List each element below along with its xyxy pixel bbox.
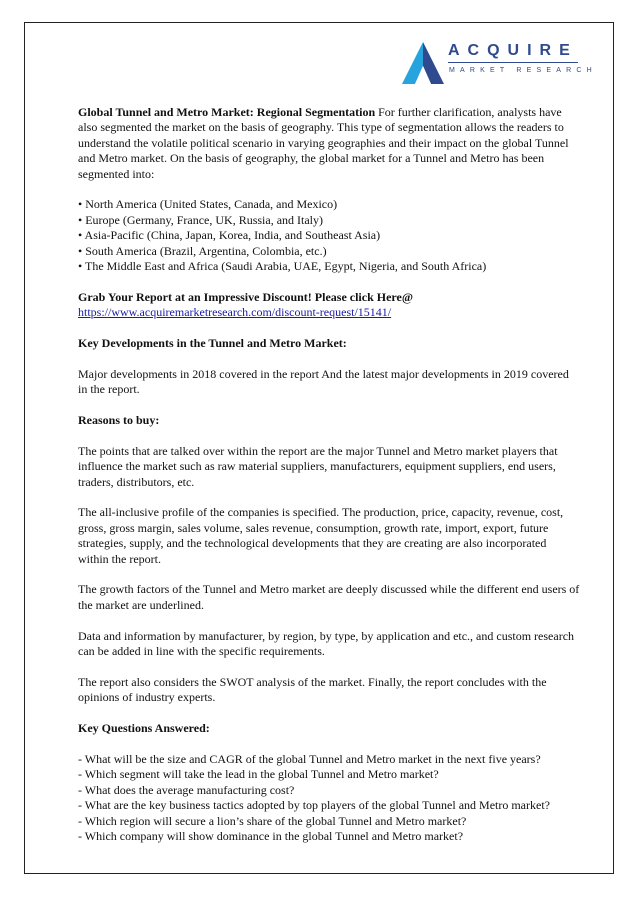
list-item: - What will be the size and CAGR of the global Tunnel and Metro market in the next five years?	[78, 751, 541, 766]
logo-word-market-research: MARKET RESEARCH	[449, 67, 597, 74]
logo-divider	[448, 62, 578, 63]
list-item: - What does the average manufacturing cost?	[78, 782, 295, 797]
intro-heading: Global Tunnel and Metro Market: Regional Segmentation	[78, 105, 376, 119]
reasons-paragraph: The all-inclusive profile of the companies is specified. The production, price, capacity, revenue, cost, gross, gross margin, sales volume, sales revenue, consumption, growth rate, import, export, future strategies, supply, and the technological developments that they are creating are also incorporated within the report.	[78, 505, 564, 566]
list-item: • Europe (Germany, France, UK, Russia, and Italy)	[78, 212, 324, 227]
reasons-paragraph: The report also considers the SWOT analysis of the market. Finally, the report concludes with the opinions of industry experts.	[78, 674, 547, 705]
logo-triangle-icon	[400, 40, 446, 86]
list-item: - Which region will secure a lion’s share of the global Tunnel and Metro market?	[78, 813, 467, 828]
questions-list	[78, 752, 580, 844]
discount-heading: Grab Your Report at an Impressive Discount! Please click Here@	[78, 289, 414, 304]
discount-paragraph	[78, 290, 580, 321]
reasons-paragraph: The growth factors of the Tunnel and Metro market are deeply discussed while the different end users of the market are underlined.	[78, 582, 580, 612]
questions-heading: Key Questions Answered:	[78, 721, 210, 736]
list-item: • Asia-Pacific (China, Japan, Korea, India, and Southeast Asia)	[78, 228, 381, 243]
document-body	[78, 105, 580, 844]
region-list	[78, 197, 580, 274]
discount-link[interactable]: https://www.acquiremarketresearch.com/discount-request/15141/	[78, 305, 392, 320]
list-item: • South America (Brazil, Argentina, Colombia, etc.)	[78, 243, 327, 258]
developments-heading: Key Developments in the Tunnel and Metro Market:	[78, 336, 347, 351]
logo-word-acquire: ACQUIRE	[448, 42, 578, 59]
list-item: • The Middle East and Africa (Saudi Arabia, UAE, Egypt, Nigeria, and South Africa)	[78, 259, 487, 274]
reasons-paragraph: The points that are talked over within the report are the major Tunnel and Metro market players that influence the market such as raw material suppliers, manufacturers, equipment suppliers, end users, traders, distributors, etc.	[78, 443, 558, 489]
list-item: • North America (United States, Canada, and Mexico)	[78, 197, 338, 212]
intro-paragraph	[78, 105, 580, 182]
list-item: - Which segment will take the lead in the global Tunnel and Metro market?	[78, 767, 439, 782]
acquire-market-research-logo	[400, 38, 597, 88]
reasons-heading: Reasons to buy:	[78, 413, 160, 428]
developments-text: Major developments in 2018 covered in the report And the latest major developments in 2019 covered in the report.	[78, 366, 569, 397]
intro-text: For further clarification, analysts have also segmented the market on the basis of geography. This type of segmentation allows the readers to understand the volatile political scenario in varying geographies and their impact on the global Tunnel and Metro market. On the basis of geography, the global market for a Tunnel and Metro has been segmented into:	[78, 105, 569, 181]
reasons-paragraph: Data and information by manufacturer, by region, by type, by application and etc., and custom research can be added in line with the specific requirements.	[78, 628, 575, 659]
list-item: - Which company will show dominance in the global Tunnel and Metro market?	[78, 828, 464, 843]
list-item: - What are the key business tactics adopted by top players of the global Tunnel and Metro market?	[78, 798, 550, 813]
